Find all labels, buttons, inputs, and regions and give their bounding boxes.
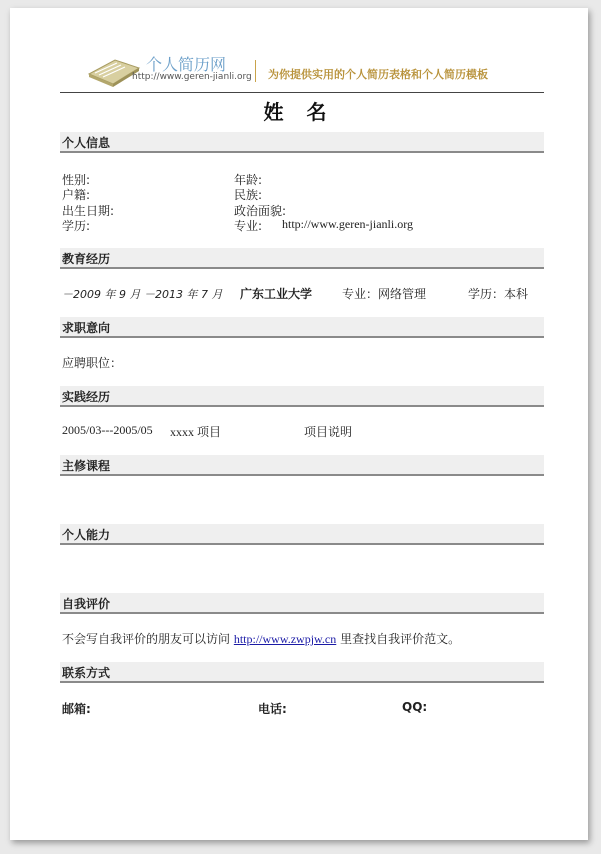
phone-label: 电话:	[258, 702, 287, 716]
brand-url: http://www.geren-jianli.org	[132, 72, 252, 82]
section-abilities	[60, 524, 544, 545]
self-evaluation-before: 不会写自我评价的朋友可以访问	[62, 632, 234, 646]
email-label: 邮箱:	[62, 702, 91, 716]
self-evaluation-text	[62, 630, 460, 647]
section-personal-info	[60, 132, 544, 153]
school-name: 广东工业大学	[240, 287, 313, 301]
major-value: http://www.geren-jianli.org	[282, 217, 413, 231]
book-logo-icon	[85, 52, 141, 88]
brand-divider	[255, 60, 256, 82]
practice-description: 项目说明	[304, 425, 353, 439]
section-title: 联系方式	[62, 666, 111, 680]
political-status-label: 政治面貌:	[234, 204, 287, 218]
section-title: 自我评价	[62, 597, 111, 611]
ethnicity-label: 民族:	[234, 188, 263, 202]
header-rule	[60, 92, 544, 93]
brand-title: 个人简历网	[146, 55, 227, 74]
major-label: 专业:	[234, 219, 263, 233]
section-practice	[60, 386, 544, 407]
practice-period: 2005/03---2005/05	[62, 423, 153, 437]
practice-project: xxxx 项目	[170, 425, 222, 439]
section-contact	[60, 662, 544, 683]
education-label: 学历:	[62, 219, 91, 233]
education-major: 专业：网络管理	[342, 287, 427, 301]
section-title: 主修课程	[62, 459, 111, 473]
education-degree: 学历：本科	[468, 287, 529, 301]
section-job-intention	[60, 317, 544, 338]
qq-label: QQ:	[402, 700, 428, 714]
self-evaluation-after: 里查找自我评价范文。	[336, 632, 461, 646]
gender-label: 性别:	[62, 173, 91, 187]
section-title: 实践经历	[62, 390, 111, 404]
section-title: 求职意向	[62, 321, 111, 335]
section-courses	[60, 455, 544, 476]
resume-page	[10, 8, 588, 840]
section-title: 个人能力	[62, 528, 111, 542]
self-evaluation-link[interactable]: http://www.zwpjw.cn	[233, 632, 337, 646]
age-label: 年龄:	[234, 173, 263, 187]
position-label: 应聘职位：	[62, 356, 123, 370]
section-title: 教育经历	[62, 252, 111, 266]
origin-label: 户籍:	[62, 188, 91, 202]
resume-name: 姓 名	[263, 100, 335, 124]
birth-date-label: 出生日期:	[62, 204, 115, 218]
section-self-evaluation	[60, 593, 544, 614]
section-education	[60, 248, 544, 269]
education-period: －2009 年 9 月 －2013 年 7 月	[62, 288, 223, 301]
brand-slogan: 为你提供实用的个人简历表格和个人简历模板	[268, 68, 488, 81]
section-title: 个人信息	[62, 136, 111, 150]
